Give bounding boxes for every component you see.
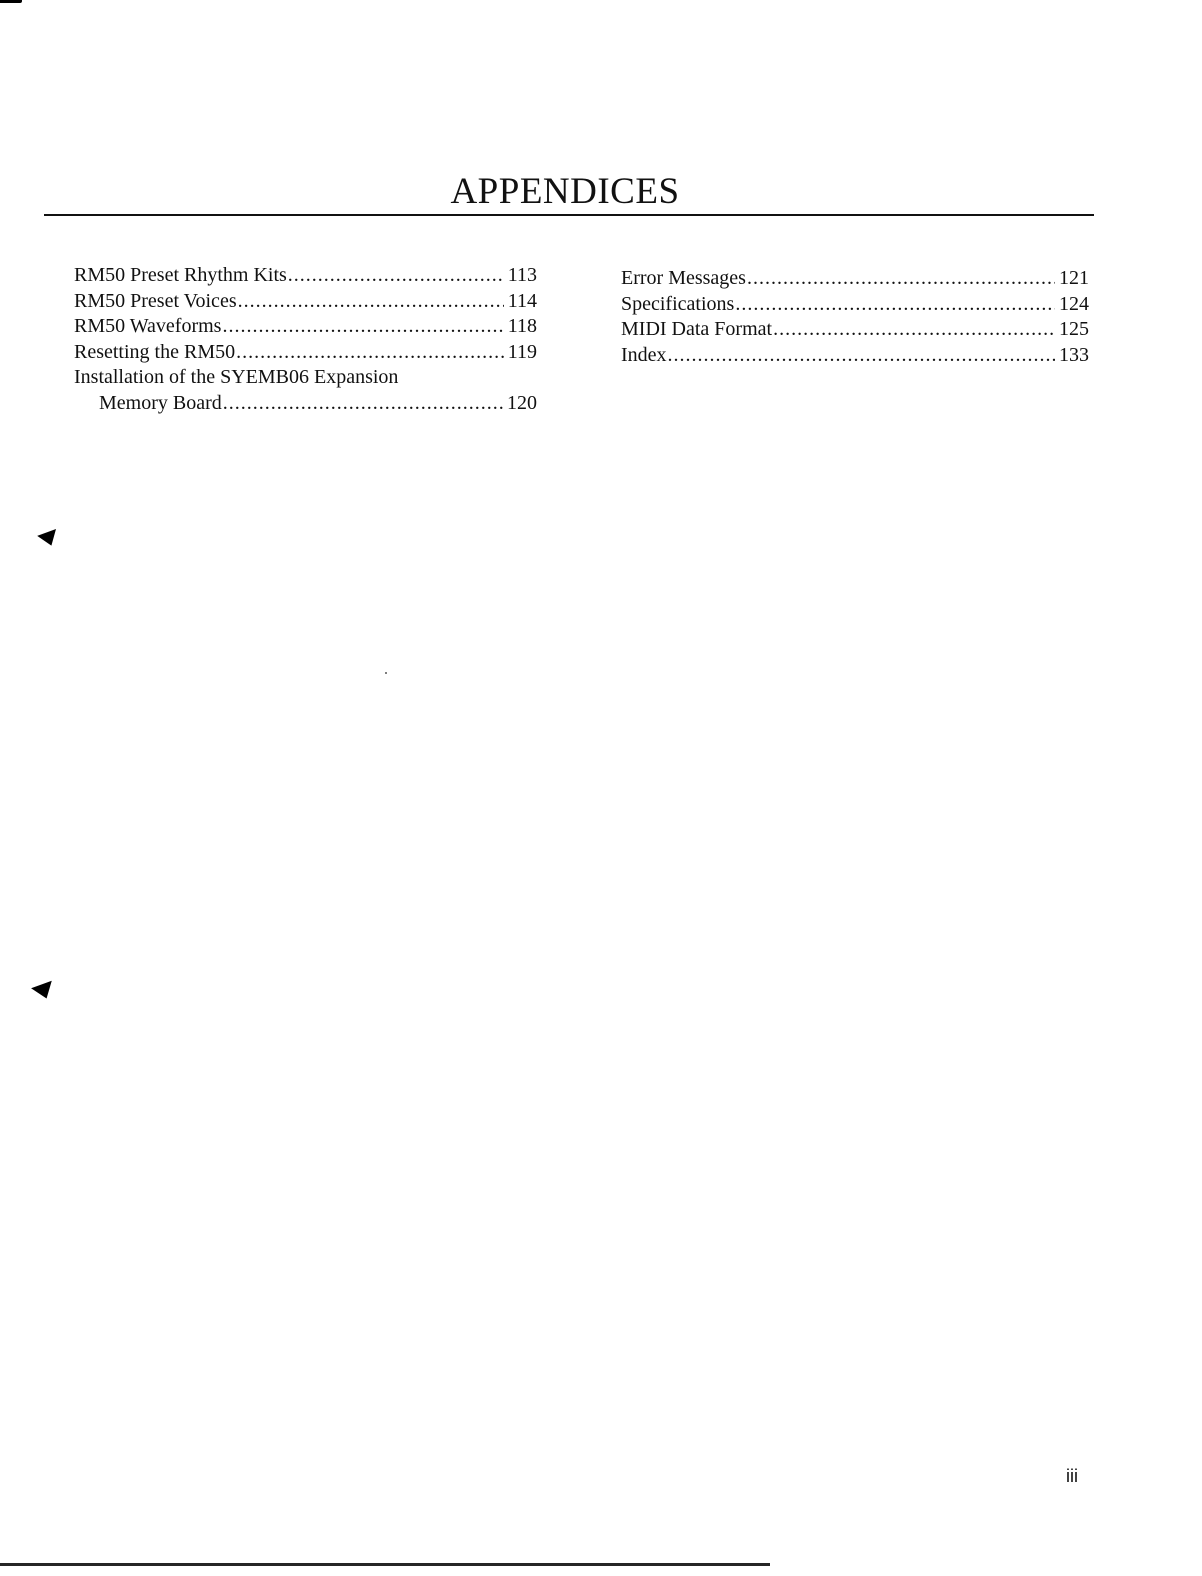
page-title: APPENDICES [450, 171, 680, 212]
page-number: iii [1066, 1466, 1078, 1486]
toc-entry-label: Index [621, 343, 667, 366]
toc-entry-label-line2: Memory Board [99, 391, 222, 414]
toc-entry-label: Resetting the RM50 [74, 340, 236, 363]
scan-speck [385, 672, 387, 674]
toc-entry-label: RM50 Preset Voices [74, 289, 237, 312]
toc-entry[interactable] [621, 292, 1089, 318]
toc-leader-dots [238, 289, 504, 315]
toc-entry-label: RM50 Preset Rhythm Kits [74, 264, 287, 286]
toc-entry-page: 113 [507, 264, 537, 286]
toc-leader-dots [735, 292, 1055, 318]
toc-entry-label: MIDI Data Format [621, 318, 773, 341]
scan-edge-mark-bottom [0, 1563, 770, 1566]
binder-hole-mark [31, 981, 57, 1003]
toc-leader-dots [236, 340, 504, 366]
toc-entry-page: 120 [507, 391, 537, 414]
binder-hole-mark [37, 529, 61, 549]
toc-entry-label: RM50 Waveforms [74, 315, 222, 338]
toc-entry[interactable] [74, 314, 537, 340]
toc-entry-multiline[interactable] [74, 365, 537, 416]
toc-left-column [74, 263, 537, 417]
toc-entry[interactable] [74, 289, 537, 315]
toc-entry[interactable] [621, 317, 1089, 343]
title-rule [44, 214, 1094, 216]
toc-leader-dots [747, 266, 1055, 292]
toc-entry-page: 119 [507, 340, 537, 363]
toc-leader-dots [222, 314, 503, 340]
toc-entry-page: 133 [1059, 343, 1089, 366]
toc-entry-label-line1: Installation of the SYEMB06 Expansion [74, 366, 399, 389]
toc-entry-page: 118 [507, 315, 537, 338]
toc-entry[interactable] [74, 263, 537, 289]
toc-leader-dots [223, 391, 503, 417]
toc-entry[interactable] [74, 340, 537, 366]
toc-entry-page: 121 [1059, 267, 1089, 289]
toc-entry-page: 124 [1059, 292, 1089, 315]
scan-edge-mark-top [0, 0, 22, 3]
toc-entry[interactable] [621, 343, 1089, 369]
toc-leader-dots [288, 263, 504, 289]
toc-right-column [621, 266, 1089, 368]
toc-leader-dots [668, 343, 1055, 369]
toc-entry[interactable] [621, 266, 1089, 292]
toc-entry-label: Error Messages [621, 267, 746, 289]
toc-leader-dots [773, 317, 1055, 343]
toc-entry-label: Specifications [621, 292, 735, 315]
toc-entry-page: 125 [1059, 318, 1089, 341]
toc-entry-page: 114 [507, 289, 537, 312]
